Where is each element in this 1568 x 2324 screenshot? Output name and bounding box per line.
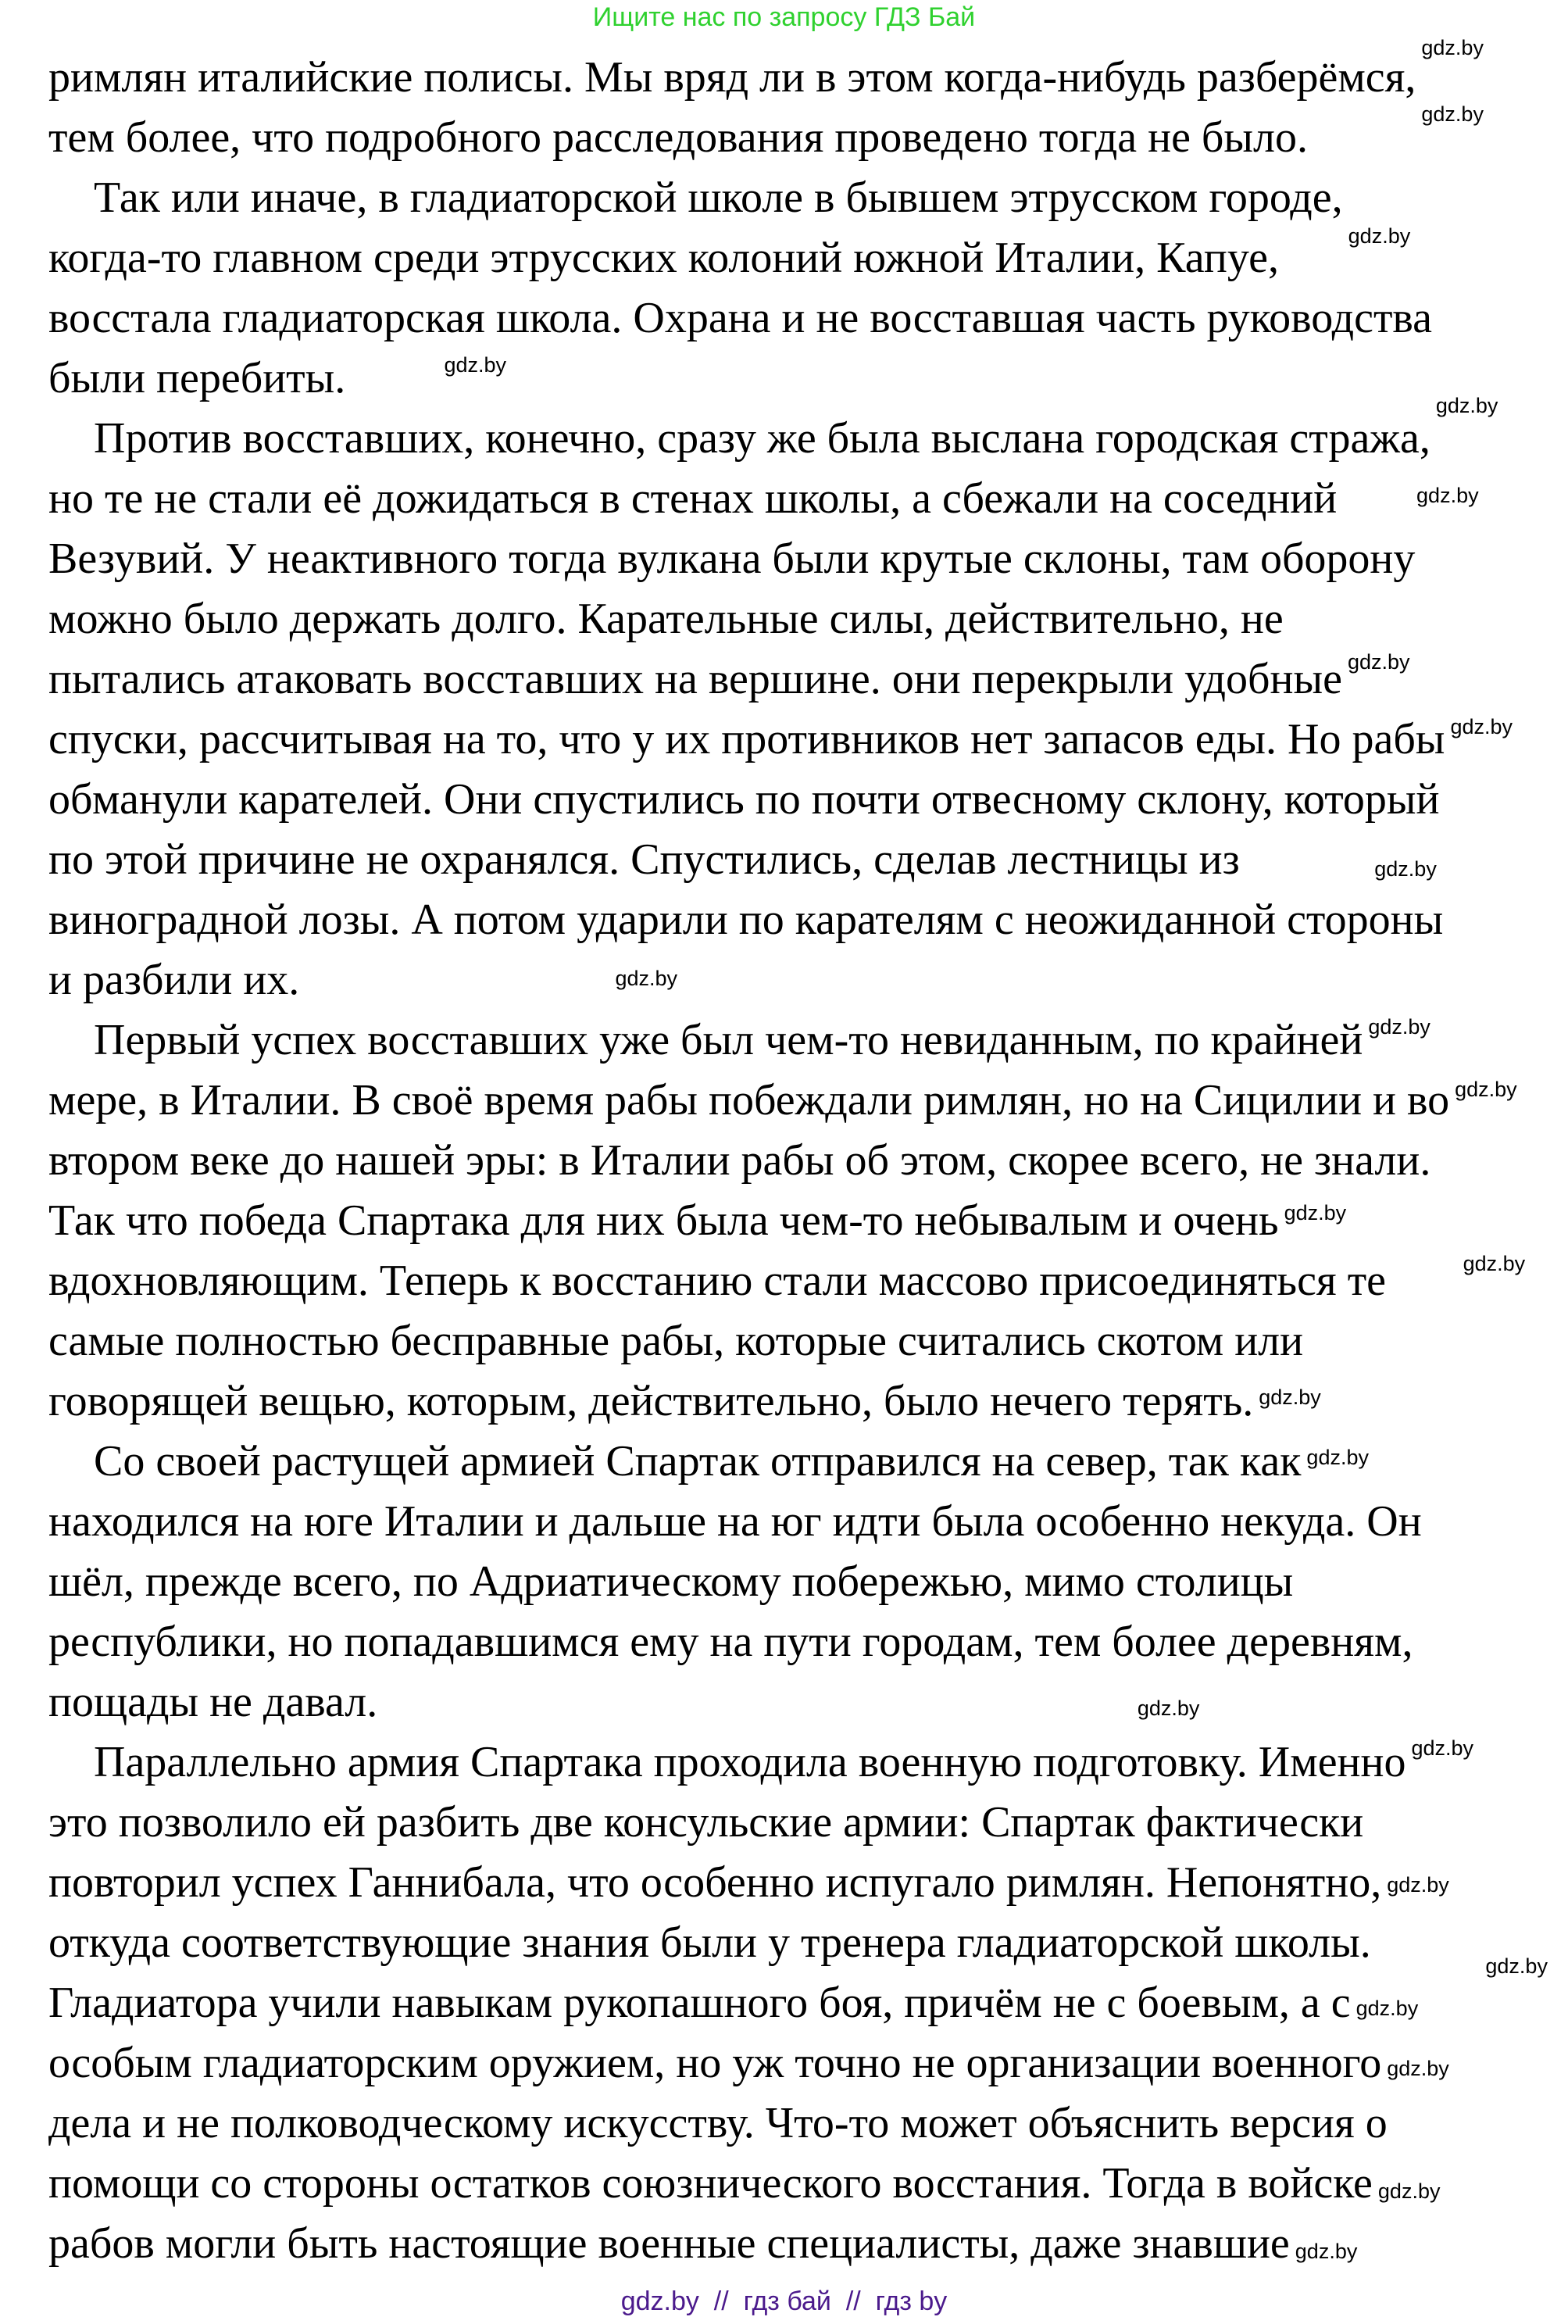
text-line: Гладиатора учили навыкам рукопашного боя, причём не с боевым, а с (48, 1979, 1351, 2027)
text-line: спуски, рассчитывая на то, что у их противников нет запасов еды. Но рабы (48, 715, 1445, 763)
watermark: gdz.by (1463, 1252, 1526, 1276)
watermark: gdz.by (1137, 1696, 1200, 1720)
watermark: gdz.by (1411, 1736, 1474, 1761)
text-line: тем более, что подробного расследования проведено тогда не было. (48, 113, 1308, 162)
text-line: находился на юге Италии и дальше на юг идти была особенно некуда. Он (48, 1497, 1422, 1546)
text-line: Первый успех восставших уже был чем-то невиданным, по крайней (94, 1016, 1363, 1064)
watermark: gdz.by (1348, 223, 1411, 248)
watermark: gdz.by (1387, 1873, 1449, 1897)
text-line: но те не стали её дожидаться в стенах школы, а сбежали на соседний (48, 474, 1338, 523)
watermark: gdz.by (1348, 649, 1410, 674)
text-line: римлян италийские полисы. Мы вряд ли в этом когда-нибудь разберёмся, (48, 53, 1416, 102)
text-line: обманули карателей. Они спустились по почти отвесному склону, который (48, 775, 1440, 824)
watermark: gdz.by (1284, 1200, 1347, 1225)
watermark: gdz.by (1421, 102, 1484, 126)
text-line: повторил успех Ганнибала, что особенно испугало римлян. Непонятно, (48, 1858, 1382, 1907)
watermark: gdz.by (1435, 393, 1498, 417)
text-line: можно было держать долго. Карательные силы, действительно, не (48, 595, 1284, 643)
text-line: Так что победа Спартака для них была чем-то небывалым и очень (48, 1196, 1279, 1245)
text-line: по этой причине не охранялся. Спустились, сделав лестницы из (48, 835, 1240, 884)
text-line: Параллельно армия Спартака проходила военную подготовку. Именно (94, 1738, 1406, 1786)
text-line: и разбили их. (48, 956, 300, 1004)
text-line: Так или иначе, в гладиаторской школе в бывшем этрусском городе, (94, 173, 1343, 222)
text-line: когда-то главном среди этрусских колоний южной Италии, Капуе, (48, 234, 1279, 282)
text-line: пытались атаковать восставших на вершине. они перекрыли удобные (48, 655, 1342, 703)
text-line: восстала гладиаторская школа. Охрана и не восставшая часть руководства (48, 294, 1432, 342)
text-line: пощады не давал. (48, 1678, 378, 1726)
text-line: вдохновляющим. Теперь к восстанию стали массово присоединяться те (48, 1257, 1387, 1305)
text-line: мере, в Италии. В своё время рабы побеждали римлян, но на Сицилии и во (48, 1076, 1450, 1124)
text-line: были перебиты. (48, 354, 346, 402)
watermark: gdz.by (1259, 1385, 1321, 1410)
text-line: говорящей вещью, которым, действительно, было нечего терять. (48, 1377, 1254, 1425)
watermark: gdz.by (1416, 483, 1479, 507)
watermark: gdz.by (1295, 2239, 1358, 2263)
text-line: откуда соответствующие знания были у тренера гладиаторской школы. (48, 1918, 1371, 1967)
text-line: Везувий. У неактивного тогда вулкана были крутые склоны, там оборону (48, 535, 1416, 583)
text-line: особым гладиаторским оружием, но уж точно не организации военного (48, 2039, 1382, 2087)
watermark: gdz.by (1355, 1996, 1419, 2020)
header-banner: Ищите нас по запросу ГДЗ Бай (592, 2, 976, 32)
text-line: шёл, прежде всего, по Адриатическому побережью, мимо столицы (48, 1557, 1294, 1606)
watermark: gdz.by (1455, 1078, 1517, 1102)
watermark: gdz.by (615, 967, 677, 991)
footer-banner: gdz.by // гдз бай // гдз by (620, 2286, 948, 2316)
text-line: это позволило ей разбить две консульские армии: Спартак фактически (48, 1798, 1364, 1847)
text-line: дела и не полководческому искусству. Что-то может объяснить версия о (48, 2099, 1388, 2147)
watermark: gdz.by (1374, 857, 1437, 881)
watermark: gdz.by (1421, 36, 1484, 60)
watermark: gdz.by (1368, 1014, 1430, 1039)
watermark: gdz.by (1485, 1954, 1548, 1978)
text-line: втором веке до нашей эры: в Италии рабы об этом, скорее всего, не знали. (48, 1136, 1431, 1185)
text-line: рабов могли быть настоящие военные специалисты, даже знавшие (48, 2219, 1290, 2268)
watermark: gdz.by (1450, 714, 1513, 738)
text-line: Со своей растущей армией Спартак отправился на север, так как (94, 1437, 1302, 1486)
watermark: gdz.by (1306, 1445, 1369, 1469)
text-line: самые полностью бесправные рабы, которые считались скотом или (48, 1317, 1304, 1365)
text-line: республики, но попадавшимся ему на пути городам, тем более деревням, (48, 1618, 1413, 1666)
text-line: помощи со стороны остатков союзнического восстания. Тогда в войске (48, 2159, 1373, 2208)
watermark: gdz.by (1377, 2179, 1441, 2204)
watermark: gdz.by (1387, 2056, 1449, 2080)
text-line: Против восставших, конечно, сразу же была выслана городская стража, (94, 414, 1430, 463)
text-line: виноградной лозы. А потом ударили по карателям с неожиданной стороны (48, 896, 1444, 944)
watermark: gdz.by (444, 352, 507, 377)
